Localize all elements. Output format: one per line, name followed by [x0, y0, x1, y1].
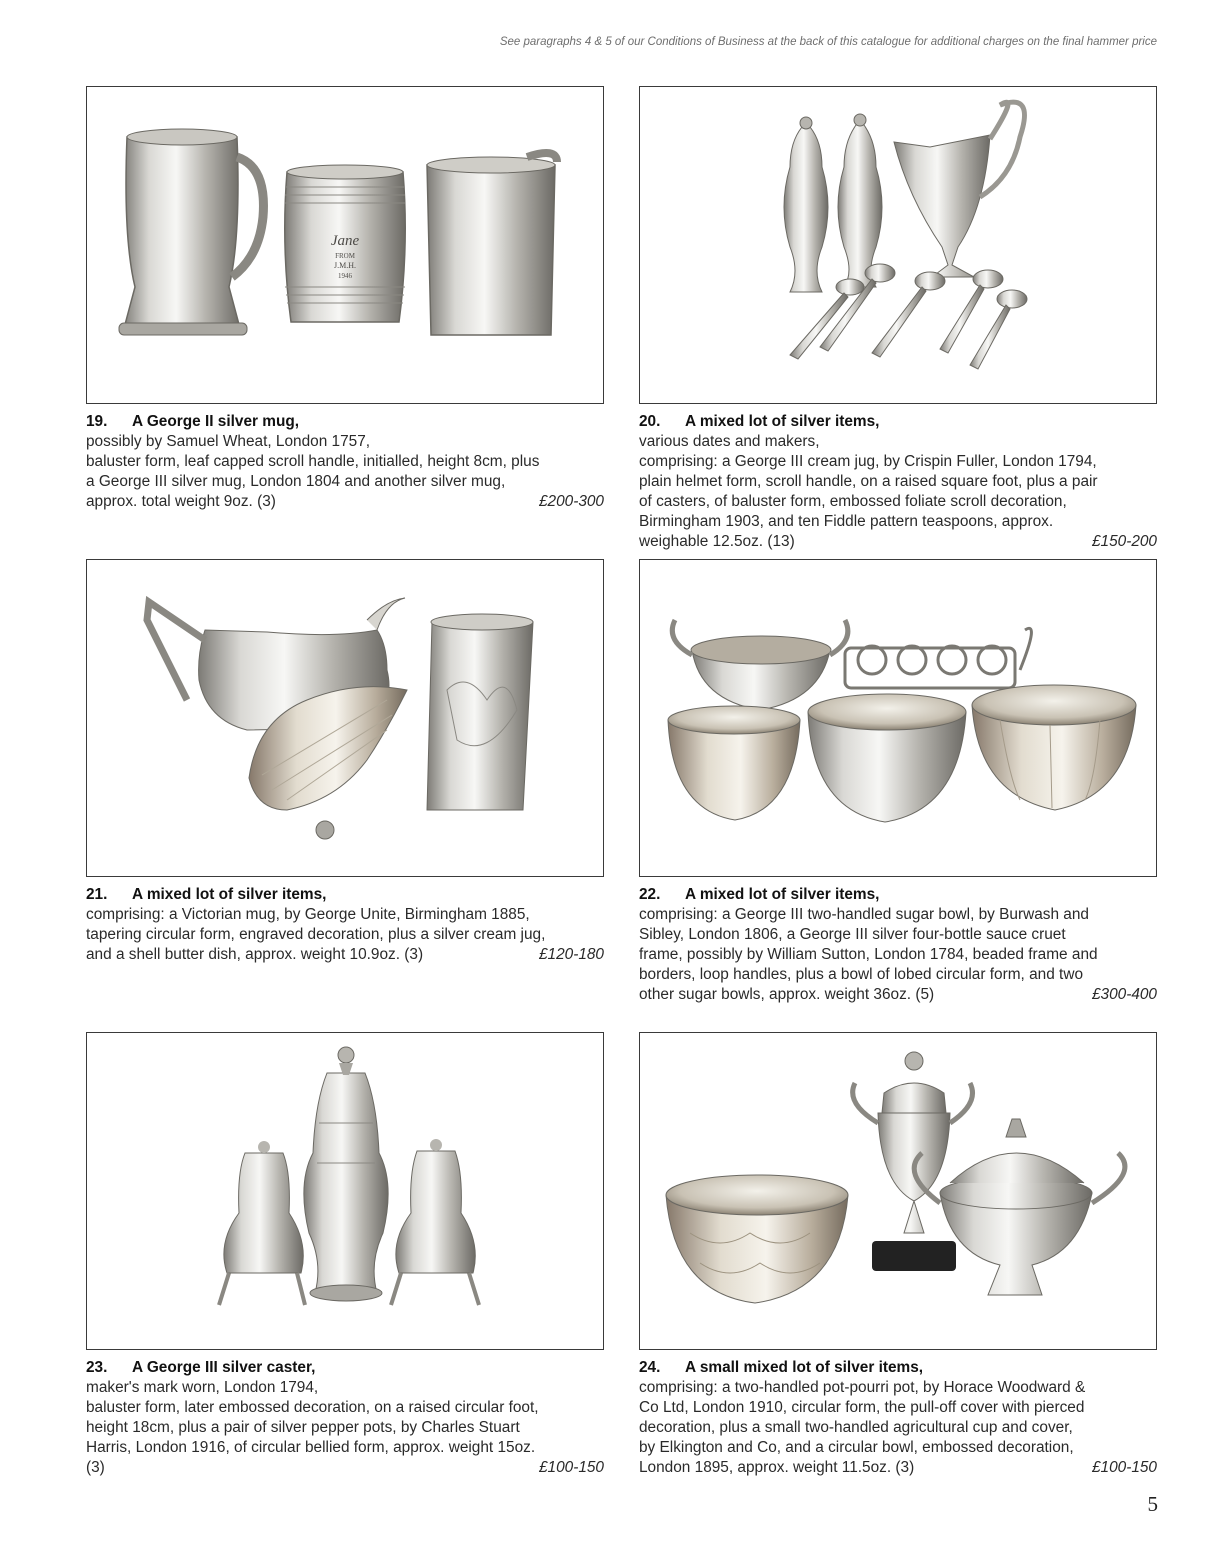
lot-22-caption: [639, 885, 1157, 1005]
lot-number: 19.: [86, 413, 108, 430]
description-line: comprising: a Victorian mug, by George Unite, Birmingham 1885,: [86, 906, 530, 923]
description-line: borders, loop handles, plus a bowl of lobed circular form, and two: [639, 966, 1084, 983]
cruet-frame: [845, 628, 1031, 688]
lot-20-caption: [639, 412, 1157, 552]
lot-title: A mixed lot of silver items,: [685, 886, 880, 903]
lot-24: [639, 1032, 1157, 1478]
pepper-pot-left: [219, 1141, 305, 1305]
engraving-year: 1946: [338, 272, 352, 280]
description-line: comprising: a two-handled pot-pourri pot, by Horace Woodward &: [639, 1379, 1086, 1396]
estimate: £300-400: [1091, 986, 1157, 1003]
lot-21-photo: [86, 559, 604, 877]
description-line: (3): [86, 1459, 105, 1476]
lot-22-photo: [639, 559, 1157, 877]
lot-title: A mixed lot of silver items,: [132, 886, 327, 903]
description-line: plain helmet form, scroll handle, on a raised square foot, plus a pair: [639, 473, 1098, 490]
lot-21: [86, 559, 604, 965]
description-line: Harris, London 1916, of circular bellied form, approx. weight 15oz.: [86, 1439, 536, 1456]
description-line: of casters, of baluster form, embossed foliate scroll decoration,: [639, 493, 1067, 510]
description-line: London 1895, approx. weight 11.5oz. (3): [639, 1459, 915, 1476]
lot-title: A George II silver mug,: [132, 413, 300, 430]
engraving-name: Jane: [330, 233, 360, 249]
page-number: 5: [1147, 1492, 1158, 1516]
description-line: approx. total weight 9oz. (3): [86, 493, 276, 510]
plain-bowl: [808, 694, 966, 822]
description-line: a George III silver mug, London 1804 and another silver mug,: [86, 473, 506, 490]
lot-23-photo: [86, 1032, 604, 1350]
lot-19-caption: [86, 412, 604, 512]
lot-number: 24.: [639, 1359, 661, 1376]
baluster-mug: [119, 129, 263, 335]
lot-title: A George III silver caster,: [132, 1359, 316, 1376]
lot-23: [86, 1032, 604, 1478]
jug-mug-shell-dish-illustration: [87, 560, 603, 876]
estimate: £200-300: [538, 493, 604, 510]
description-line: weighable 12.5oz. (13): [639, 533, 795, 550]
estimate-line: [86, 945, 604, 965]
description-line: various dates and makers,: [639, 433, 820, 450]
engraved-mug: [427, 614, 533, 810]
sugar-bowl: [672, 620, 848, 710]
description-line: comprising: a George III two-handled sugar bowl, by Burwash and: [639, 906, 1089, 923]
estimate: £100-150: [1091, 1459, 1157, 1476]
description-line: possibly by Samuel Wheat, London 1757,: [86, 433, 371, 450]
cream-jug: [894, 102, 1025, 277]
tall-caster: [304, 1047, 388, 1301]
embossed-bowl: [668, 706, 800, 820]
engraving-from: FROM: [335, 252, 355, 260]
estimate-line: [639, 985, 1157, 1005]
estimate-line: [639, 532, 1157, 552]
lot-number: 22.: [639, 886, 661, 903]
straight-mug: [427, 153, 557, 335]
lot-number: 20.: [639, 413, 661, 430]
description-line: Co Ltd, London 1910, circular form, the pull-off cover with pierced: [639, 1399, 1085, 1416]
lot-19-title: [86, 412, 604, 432]
estimate-line: [86, 492, 604, 512]
lot-title: A small mixed lot of silver items,: [685, 1359, 924, 1376]
lot-24-title: [639, 1358, 1157, 1378]
description-line: height 18cm, plus a pair of silver pepper pots, by Charles Stuart: [86, 1419, 520, 1436]
description-line: other sugar bowls, approx. weight 36oz. (5): [639, 986, 935, 1003]
estimate: £120-180: [538, 946, 604, 963]
bowls-cruet-illustration: [640, 560, 1156, 876]
lot-20-photo: [639, 86, 1157, 404]
description-line: baluster form, later embossed decoration, on a raised circular foot,: [86, 1399, 539, 1416]
agricultural-cup: [853, 1052, 973, 1271]
caster-pepper-pots-illustration: [87, 1033, 603, 1349]
lot-20: [639, 86, 1157, 552]
caster-left: [784, 117, 828, 292]
lot-21-title: [86, 885, 604, 905]
barrel-mug: [285, 165, 406, 322]
lobed-bowl: [972, 685, 1136, 810]
description-line: tapering circular form, engraved decoration, plus a silver cream jug,: [86, 926, 546, 943]
cup-potpourri-bowl-illustration: [640, 1033, 1156, 1349]
lot-number: 23.: [86, 1359, 108, 1376]
lot-19-photo: [86, 86, 604, 404]
estimate: £150-200: [1091, 533, 1157, 550]
mugs-illustration: [87, 87, 603, 403]
description-line: Sibley, London 1806, a George III silver four-bottle sauce cruet: [639, 926, 1066, 943]
lot-number: 21.: [86, 886, 108, 903]
lot-24-photo: [639, 1032, 1157, 1350]
lot-20-title: [639, 412, 1157, 432]
caster-right: [838, 114, 882, 287]
estimate: £100-150: [538, 1459, 604, 1476]
description-line: by Elkington and Co, and a circular bowl, embossed decoration,: [639, 1439, 1074, 1456]
description-line: baluster form, leaf capped scroll handle, initialled, height 8cm, plus: [86, 453, 540, 470]
lot-22-title: [639, 885, 1157, 905]
description-line: frame, possibly by William Sutton, London 1784, beaded frame and: [639, 946, 1098, 963]
engraving-initials: J.M.H.: [333, 261, 357, 270]
estimate-line: [86, 1458, 604, 1478]
casters-jug-spoons-illustration: [640, 87, 1156, 403]
pepper-pot-right: [391, 1139, 479, 1305]
conditions-note: See paragraphs 4 & 5 of our Conditions of Business at the back of this catalogue for additional charges on the final hammer price: [499, 36, 1157, 48]
estimate-line: [639, 1458, 1157, 1478]
lot-23-title: [86, 1358, 604, 1378]
teaspoons: [790, 264, 1027, 369]
lot-23-caption: [86, 1358, 604, 1478]
lot-21-caption: [86, 885, 604, 965]
description-line: Birmingham 1903, and ten Fiddle pattern teaspoons, approx.: [639, 513, 1054, 530]
description-line: decoration, plus a small two-handled agricultural cup and cover,: [639, 1419, 1073, 1436]
lot-24-caption: [639, 1358, 1157, 1478]
circular-bowl: [666, 1175, 848, 1303]
description-line: comprising: a George III cream jug, by Crispin Fuller, London 1794,: [639, 453, 1097, 470]
lot-title: A mixed lot of silver items,: [685, 413, 880, 430]
description-line: and a shell butter dish, approx. weight 10.9oz. (3): [86, 946, 424, 963]
lot-19: [86, 86, 604, 512]
description-line: maker's mark worn, London 1794,: [86, 1379, 319, 1396]
lot-22: [639, 559, 1157, 1005]
